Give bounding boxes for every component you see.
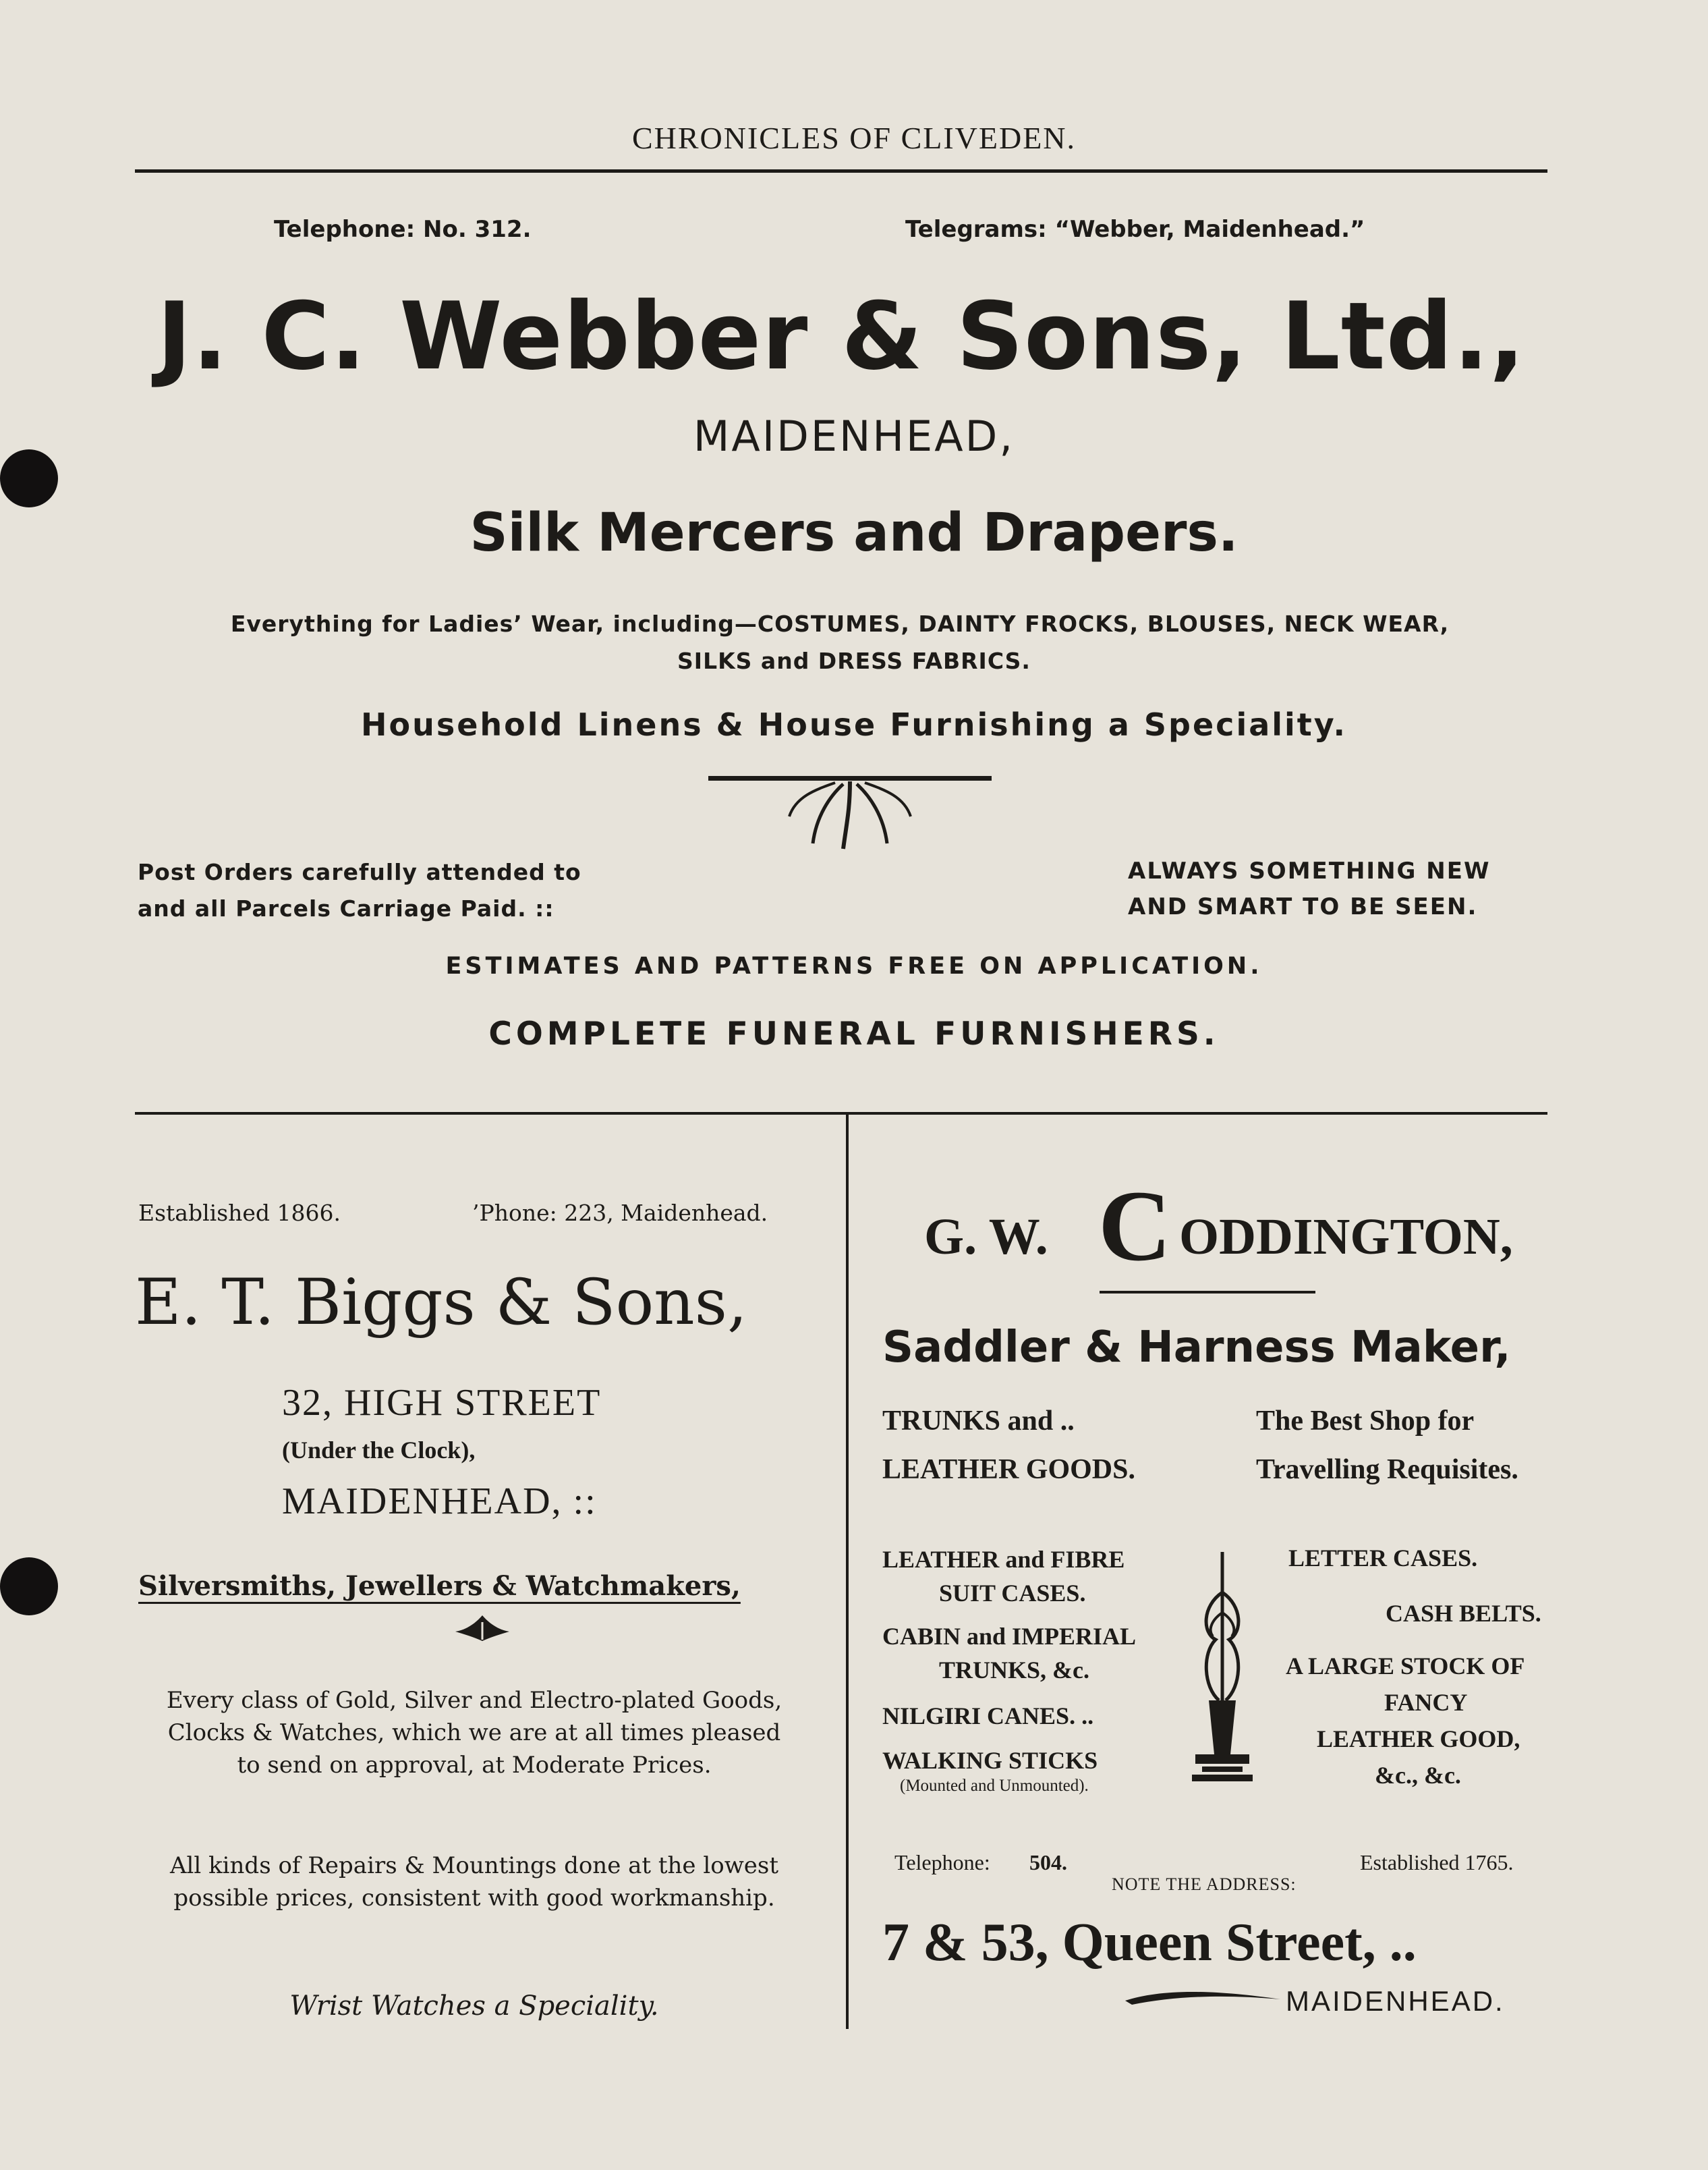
coddington-telephone-number: 504. — [1029, 1850, 1067, 1874]
coddington-name-rest: ODDINGTON, — [1179, 1208, 1513, 1265]
coddington-right-item-5: LEATHER GOOD, — [1317, 1725, 1520, 1752]
webber-everything-line2: SILKS and DRESS FABRICS. — [677, 648, 1031, 674]
webber-always-line1: ALWAYS SOMETHING NEW — [1128, 858, 1491, 885]
webber-town: MAIDENHEAD, — [693, 412, 1015, 461]
biggs-repairs-line2: possible prices, consistent with good workmanship. — [173, 1885, 775, 1912]
biggs-phone: ’Phone: 223, Maidenhead. — [472, 1200, 768, 1226]
webber-funeral: COMPLETE FUNERAL FURNISHERS. — [488, 1016, 1220, 1053]
swash-underline-icon — [1125, 1987, 1280, 2007]
webber-company-name: J. C. Webber & Sons, Ltd., — [156, 282, 1526, 391]
coddington-right-item-4: FANCY — [1384, 1689, 1468, 1716]
coddington-trunks-line2: LEATHER GOODS. — [882, 1454, 1135, 1485]
biggs-under-clock: (Under the Clock), — [282, 1437, 476, 1464]
biggs-every-line3: to send on approval, at Moderate Prices. — [237, 1752, 712, 1779]
webber-post-line1: Post Orders carefully attended to — [138, 859, 581, 885]
coddington-established: Established 1765. — [1360, 1850, 1514, 1874]
coddington-trunks-line1: TRUNKS and .. — [882, 1406, 1075, 1437]
ornament-divider-icon — [708, 769, 992, 850]
biggs-town: MAIDENHEAD, :: — [282, 1480, 597, 1522]
coddington-name-prefix: G. W. — [924, 1208, 1048, 1265]
webber-everything-line1: Everything for Ladies’ Wear, including—COSTUMES, DAINTY FROCKS, BLOUSES, NECK WEAR, — [230, 611, 1450, 637]
middle-rule — [135, 1112, 1547, 1115]
webber-telephone: Telephone: No. 312. — [274, 216, 532, 243]
biggs-company-name: E. T. Biggs & Sons, — [135, 1266, 747, 1339]
coddington-note: NOTE THE ADDRESS: — [1112, 1874, 1297, 1894]
coddington-swash-rule — [1100, 1291, 1315, 1293]
biggs-wrist: Wrist Watches a Speciality. — [289, 1991, 659, 2022]
webber-always-line2: AND SMART TO BE SEEN. — [1128, 893, 1478, 920]
biggs-every-line1: Every class of Gold, Silver and Electro-plated Goods, — [166, 1687, 782, 1714]
coddington-trade: Saddler & Harness Maker, — [882, 1323, 1511, 1372]
coddington-right-item-6: &c., &c. — [1375, 1762, 1461, 1789]
coddington-best-line1: The Best Shop for — [1256, 1406, 1475, 1437]
coddington-name-initial: C — [1098, 1170, 1172, 1282]
webber-telegrams: Telegrams: “Webber, Maidenhead.” — [905, 216, 1365, 243]
webber-post-line2: and all Parcels Carriage Paid. :: — [138, 895, 554, 922]
coddington-item-2-line1: CABIN and IMPERIAL — [882, 1623, 1137, 1650]
coddington-right-item-3: A LARGE STOCK OF — [1286, 1652, 1525, 1679]
coddington-item-1-line1: LEATHER and FIBRE — [882, 1546, 1125, 1573]
coddington-telephone-label: Telephone: — [894, 1850, 990, 1874]
coddington-item-4-line1: WALKING STICKS — [882, 1747, 1098, 1774]
coddington-right-item-1: LETTER CASES. — [1288, 1545, 1478, 1571]
coddington-right-item-2: CASH BELTS. — [1386, 1600, 1541, 1627]
top-rule — [135, 169, 1547, 173]
coddington-item-3-line1: NILGIRI CANES. .. — [882, 1702, 1094, 1729]
column-divider — [846, 1115, 849, 2029]
webber-estimates: ESTIMATES AND PATTERNS FREE ON APPLICATION. — [445, 953, 1263, 980]
punch-hole-bottom — [0, 1557, 58, 1615]
biggs-trade: Silversmiths, Jewellers & Watchmakers, — [138, 1570, 741, 1602]
biggs-street: 32, HIGH STREET — [282, 1382, 602, 1424]
coddington-best-line2: Travelling Requisites. — [1256, 1454, 1518, 1485]
webber-trade: Silk Mercers and Drapers. — [469, 503, 1239, 563]
biggs-established: Established 1866. — [138, 1200, 341, 1226]
coddington-item-4-line2: (Mounted and Unmounted). — [900, 1777, 1089, 1795]
coddington-town: MAIDENHEAD. — [1286, 1985, 1505, 2017]
biggs-repairs-line1: All kinds of Repairs & Mountings done at the lowest — [169, 1852, 779, 1879]
biggs-every-line2: Clocks & Watches, which we are at all times pleased — [167, 1719, 781, 1746]
coddington-address: 7 & 53, Queen Street, .. — [882, 1913, 1417, 1972]
coddington-item-2-line2: TRUNKS, &c. — [939, 1657, 1089, 1684]
webber-household: Household Linens & House Furnishing a Speciality. — [360, 706, 1348, 743]
lamp-ornament-icon — [1182, 1552, 1263, 1808]
coddington-item-1-line2: SUIT CASES. — [939, 1580, 1086, 1607]
running-head: CHRONICLES OF CLIVEDEN. — [631, 121, 1077, 155]
small-ornament-icon — [452, 1610, 513, 1644]
